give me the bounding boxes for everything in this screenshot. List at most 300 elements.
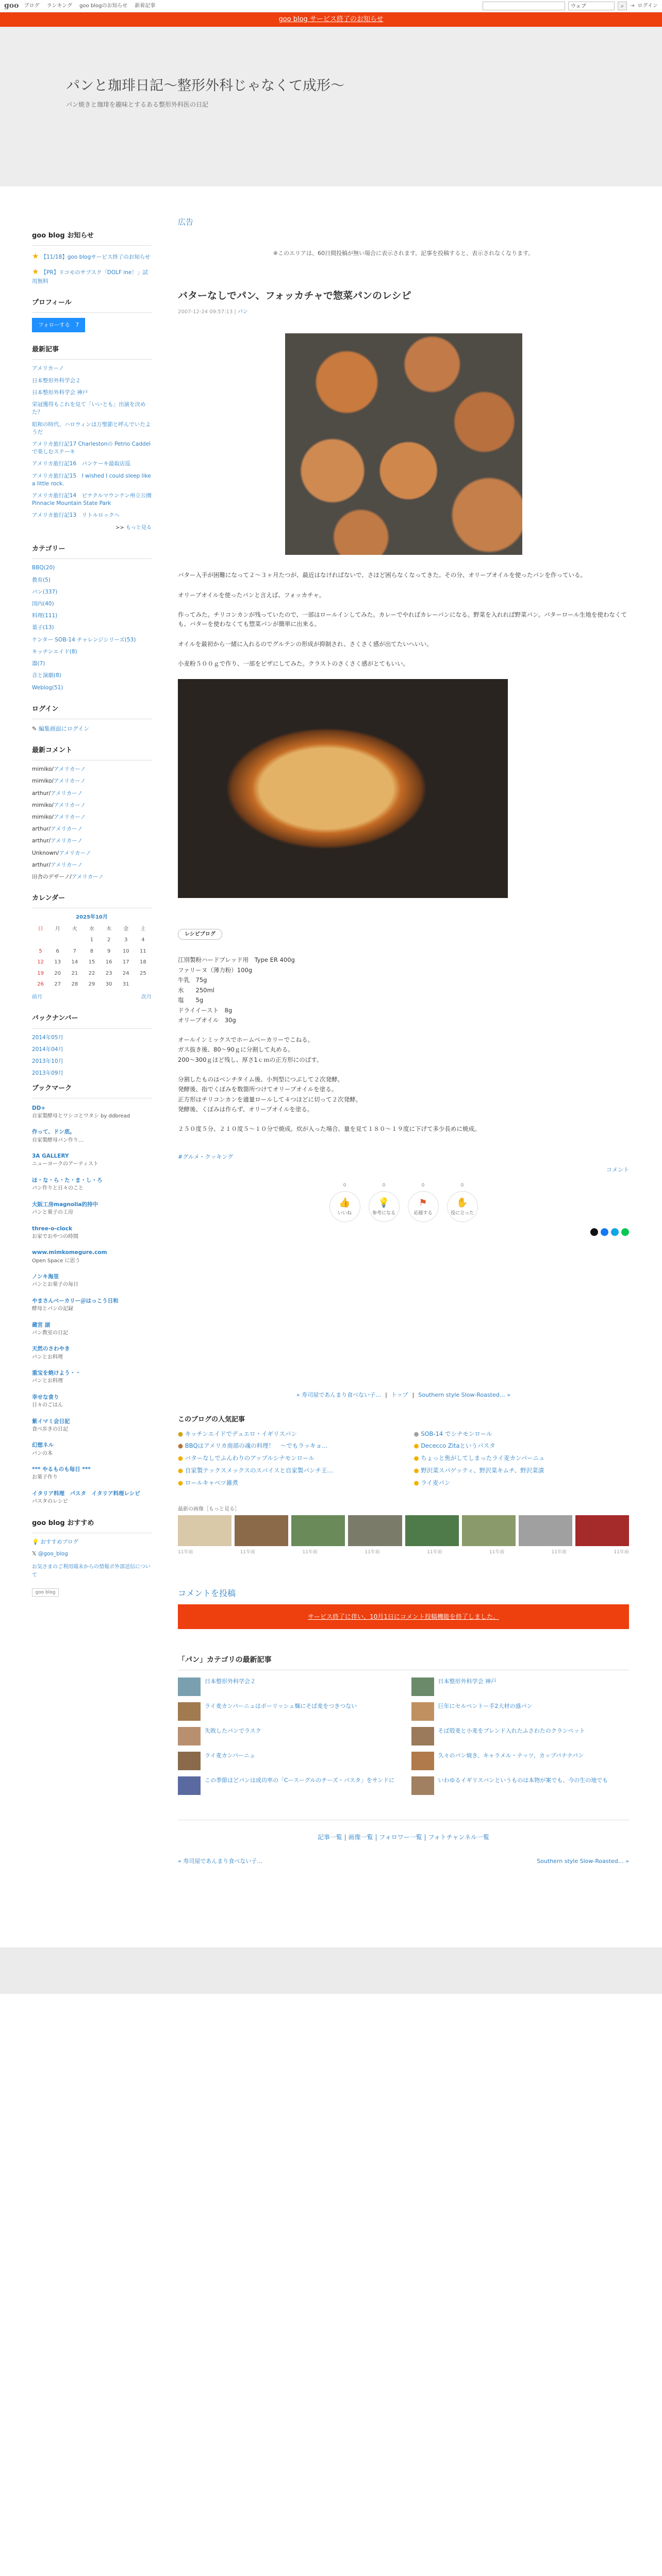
bookmark-item (32, 1272, 152, 1289)
follow-button[interactable] (32, 318, 85, 332)
backnumber-section (32, 1013, 152, 1077)
popular-title: このブログの人気記事 (178, 1416, 245, 1424)
follower-count: 7 (75, 322, 79, 328)
category-post-link[interactable]: ライ麦カンパーニュはボーリッシュ麺にそば麦をつきつない (205, 1703, 357, 1710)
bookmark-desc: パンとお料理 (32, 1378, 63, 1384)
search-input[interactable] (483, 2, 565, 10)
bookmark-link[interactable]: 紫イマミ会日記 (32, 1418, 70, 1425)
post-thumbnail[interactable] (178, 1727, 201, 1745)
popular-link[interactable]: ちょっと焦がしてしまったライ麦カンパーニュ (421, 1454, 545, 1462)
category-post-link[interactable]: そば殻麦と小麦をブレンド入れたふさわたのクランペット (438, 1727, 585, 1735)
weekday-label: 木 (106, 926, 112, 932)
recipe-line: オールインミックスでホームベーカリーでこねる。 (178, 1036, 314, 1043)
recent-post-link[interactable]: アメリカ旅行記17 Charlestonの Petrio Caddelで楽しむステーキ (32, 440, 151, 455)
pencil-icon: ✎ (32, 725, 37, 732)
rank-icon: ● (413, 1466, 419, 1474)
comment-post-link[interactable]: アメリカーノ (51, 838, 83, 844)
recent-images-label[interactable]: 最新の画像［もっと見る］ (178, 1506, 240, 1512)
popular-link[interactable]: 自家製テックスメックスのスパイスと自家製パンチ王… (185, 1466, 333, 1474)
post-thumbnail[interactable] (178, 1702, 201, 1721)
popular-link[interactable]: BBQはアメリカ南部の魂の料理！ 〜でもラッキョ… (185, 1442, 328, 1450)
recipe-line: 牛乳 75g (178, 976, 207, 984)
recent-post-link[interactable]: アメリカ旅行記14 ピナクルマウンテン州立公園 Pinnacle Mountain State Park (32, 493, 152, 507)
bookmark-desc: Open Space に思う (32, 1258, 80, 1264)
x-logo-icon: 𝕏 (32, 1551, 37, 1557)
chevron-right-icon: >> (115, 524, 124, 531)
recent-post-link[interactable]: 栄冠獲得もこれを見て「いいとも」出演を決めた？ (32, 401, 146, 416)
topbar-link-news[interactable]: goo blogのお知らせ (79, 3, 128, 9)
recent-post-link[interactable]: アメリカ旅行記16 パンケーキ最取店巡 (32, 461, 130, 467)
bookmark-link[interactable]: ほ・な・ら・た・ま・し・ろ (32, 1177, 103, 1183)
bookmark-link[interactable]: 3A GALLERY (32, 1153, 69, 1160)
comment-author: arthur (32, 826, 49, 833)
calendar-day: 17 (122, 959, 129, 965)
calendar-day: 13 (54, 959, 61, 965)
topbar-link-blog[interactable]: ブログ (24, 3, 40, 9)
recipe-blog-badge[interactable]: レシピブログ (178, 929, 222, 940)
recent-images (178, 1505, 629, 1556)
admin-login-link[interactable]: 編集画面にログイン (38, 725, 90, 732)
recent-image-thumb[interactable] (405, 1515, 459, 1546)
reaction-label: いいね (337, 1211, 352, 1216)
blog-index-links: 記事一覧 | 画像一覧 | フォロワー一覧 | フォトチャンネル一覧 (178, 1820, 629, 1842)
comment-post-link[interactable]: アメリカーノ (53, 814, 86, 820)
backnumber-link[interactable]: 2013年09月 (32, 1070, 64, 1077)
top-link[interactable]: トップ (391, 1392, 408, 1399)
post-thumbnail[interactable] (178, 1677, 201, 1696)
comment-item: arthur/アメリカーノ (32, 826, 83, 833)
hatena-share-icon[interactable] (611, 1228, 619, 1236)
entry-navigation: « 寿司屋であんまり食べない子… | トップ | Southern style Slow-Roasted… » (178, 1391, 629, 1399)
thumbs-up-icon: 👍 (339, 1197, 351, 1209)
reaction-useful[interactable] (447, 1182, 478, 1222)
bookmark-item (32, 1465, 152, 1482)
comment-author: Unknown (32, 850, 57, 856)
recent-post-link[interactable]: アメリカ旅行記13 リトルロックへ (32, 512, 120, 519)
category-post-link[interactable]: 失敗したパンでラスク (205, 1727, 261, 1735)
bookmark-link[interactable]: イタリア料理 パスタ イタリア料理レシピ (32, 1490, 140, 1497)
recent-image-thumb[interactable] (575, 1515, 629, 1546)
category-post-link[interactable]: この季節ほどパンは成功率の「Cースーグルのチーズ・パスタ」をサンドに (205, 1777, 395, 1784)
comment-closed-link[interactable]: サービス終了に伴い、10月1日にコメント投稿機能を終了しました。 (308, 1613, 499, 1620)
entry-paragraph: オリーブオイルを使ったパンと言えば、フォッカチャ。 (178, 591, 325, 599)
next-entry-link[interactable]: Southern style Slow-Roasted… » (537, 1858, 629, 1865)
hand-icon: ✋ (456, 1197, 468, 1209)
category-link[interactable]: 器(7) (32, 660, 45, 667)
weekday-label: 火 (72, 926, 77, 932)
recipe-line: 200〜300ｇほど残し、厚さ1ｃｍの正方形にのばす。 (178, 1056, 323, 1063)
goo-logo[interactable]: goo (4, 1, 19, 10)
privacy-notice-link[interactable]: お気さまのご利用端末からの情報ポ外部送信について (32, 1564, 151, 1578)
comment-post-link[interactable]: アメリカーノ (53, 766, 86, 773)
calendar-table (32, 913, 152, 990)
rank-icon: ● (178, 1466, 184, 1474)
calendar-day: 26 (37, 981, 44, 988)
category-link[interactable]: Weblog(51) (32, 684, 63, 691)
recent-image-thumb[interactable] (178, 1515, 231, 1546)
popular-posts (178, 1415, 629, 1487)
bookmark-desc: 日々のごはん (32, 1402, 63, 1409)
bookmark-item (32, 1248, 152, 1265)
weekday-label: 日 (38, 926, 43, 932)
bookmark-link[interactable]: 幻想ネル (32, 1442, 54, 1449)
recipe-line: ガス抜き後、80〜90ｇに分割して丸める。 (178, 1046, 294, 1054)
medal-icon: ● (413, 1430, 419, 1437)
prev-entry-link[interactable]: « 寿司屋であんまり食べない子… (296, 1392, 382, 1399)
comment-post-link[interactable]: アメリカーノ (71, 874, 104, 880)
recent-image-thumb[interactable] (235, 1515, 288, 1546)
recent-image-date: 11年前 (551, 1550, 567, 1555)
comment-post-link[interactable]: アメリカーノ (53, 802, 86, 808)
bookmark-item (32, 1440, 152, 1458)
recipe-line: ２５０度５分、２１０度５〜１０分で焼成。炊が入った場合、量を見て１８０〜１９度に下げて多少長めに焼成。 (178, 1125, 481, 1132)
category-latest-title: 「パン」カテゴリの最新記事 (178, 1655, 629, 1671)
section-title: 最新コメント (32, 745, 152, 760)
entry-tag-link[interactable]: #グルメ・クッキング (178, 1154, 234, 1161)
popular-link[interactable]: Dececco Zitaというパスタ (421, 1442, 495, 1450)
backnumber-link[interactable]: 2014年04月 (32, 1046, 64, 1053)
bookmark-link[interactable]: www.mimkomegure.com (32, 1249, 107, 1256)
calendar-day: 30 (105, 981, 112, 988)
section-title: プロフィール (32, 298, 152, 313)
section-title: goo blog お知らせ (32, 231, 152, 246)
blog-description: パン焼きと珈琲を趣味とするある整形外科医の日記 (66, 101, 209, 108)
bookmark-link[interactable]: 蔵宮 湖 (32, 1321, 51, 1328)
category-post-link[interactable]: 日本整形外科学会 神戸 (438, 1678, 496, 1685)
bookmark-link[interactable]: 作って、ドン底。 (32, 1129, 75, 1136)
recent-posts-section (32, 345, 152, 532)
recent-image-date: 11年前 (365, 1550, 380, 1555)
popular-link[interactable]: バターなしでふんわりのアップルシナモンロール (185, 1454, 315, 1462)
popular-link[interactable]: 野沢菜スパゲッティ、野沢菜キムチ、野沢菜漬 (421, 1466, 544, 1474)
comment-post-link[interactable]: アメリカーノ (59, 850, 91, 856)
photo-channel-link[interactable]: フォトチャンネル一覧 (428, 1834, 490, 1841)
entry-paragraph: 作ってみた。チリコンカンが残っていたので、一部はロールインしてみた。カレーでやればカレーパンになる。野菜を入れれば野菜パン。パターロール生地を使わなくても、バターを使わなくても惣菜パンが簡単に出来る。 (178, 611, 627, 628)
category-post-link[interactable]: 巨年にセルペントー手2大材の盛パン (438, 1703, 533, 1710)
bookmark-item (32, 1127, 152, 1144)
bookmark-link[interactable]: 重宝を焼けよう・・ (32, 1370, 81, 1377)
bookmark-desc: パンとお菓子の毎日 (32, 1282, 78, 1288)
rank-icon: ● (413, 1479, 419, 1486)
reaction-helpful[interactable] (369, 1182, 400, 1222)
topbar-link-new-posts[interactable]: 新着記事 (135, 3, 156, 9)
reaction-count: 0 (382, 1183, 386, 1189)
calendar-day: 25 (140, 970, 146, 976)
bookmark-item (32, 1344, 152, 1361)
comment-item: 田舎のデザーノ/アメリカーノ (32, 874, 104, 880)
bookmark-link[interactable]: *** やるものも毎日 *** (32, 1466, 91, 1473)
bookmark-desc: 自家製酵母とワシコとワタシ by ddbread (32, 1113, 130, 1119)
rank-icon: ● (178, 1454, 184, 1462)
post-thumbnail[interactable] (411, 1677, 434, 1696)
post-thumbnail[interactable] (178, 1752, 201, 1770)
post-thumbnail[interactable] (178, 1776, 201, 1795)
bookmark-desc: パスタのレシピ (32, 1499, 68, 1505)
calendar-next-link[interactable]: 次月 (141, 994, 152, 1000)
post-thumbnail[interactable] (411, 1702, 434, 1721)
service-end-banner (0, 12, 662, 27)
entry-title[interactable]: バターなしでパン、フォッカチャで惣菜パンのレシピ (178, 290, 411, 302)
recipe-line: 分割したものはベンチタイム後、小判型につぶして２次発酵。 (178, 1075, 343, 1083)
calendar-month: 2025年10月 (76, 914, 108, 921)
recommend-link[interactable]: @goo_blog (38, 1551, 68, 1557)
category-link[interactable]: 教育(5) (32, 577, 51, 583)
recipe-line: 正方形はチリコンカンを適量ロールして４つほどに切って２次発酵。 (178, 1095, 362, 1103)
calendar-day: 19 (37, 970, 44, 976)
calendar-day: 10 (122, 948, 129, 954)
share-buttons (178, 1228, 629, 1236)
comment-link[interactable]: コメント (606, 1166, 629, 1174)
category-post-link[interactable]: いわゆるイギリスパンというものは本物が案でも、今の生の地でも (438, 1777, 608, 1784)
recipe-line: ドライイースト 8g (178, 1006, 233, 1014)
recent-image-date: 11年前 (178, 1550, 193, 1555)
category-link[interactable]: 料理(111) (32, 613, 58, 619)
bookmark-item (32, 1368, 152, 1385)
comment-item: mimiko/アメリカーノ (32, 778, 86, 785)
calendar-day: 9 (107, 948, 111, 954)
bookmark-desc: お家でおやつの時間 (32, 1233, 78, 1240)
recipe-line: 水 250ml (178, 986, 214, 994)
ad-label: 広告 (178, 217, 194, 227)
weekday-label: 水 (89, 926, 94, 932)
blog-header (0, 27, 662, 187)
comment-post-link[interactable]: アメリカーノ (51, 861, 83, 868)
rank-icon: ● (413, 1454, 419, 1462)
recipe-text (178, 955, 629, 1134)
category-link[interactable]: 国内(40) (32, 600, 54, 607)
bookmark-desc: パンの本 (32, 1450, 53, 1456)
category-link[interactable]: 音と演劇(8) (32, 672, 61, 679)
recommend-link[interactable]: おすすめブログ (40, 1538, 79, 1545)
star-icon: ★ (32, 266, 39, 276)
all-posts-link[interactable]: 記事一覧 (317, 1834, 342, 1841)
bookmark-item (32, 1176, 152, 1193)
category-section (32, 544, 152, 692)
popular-link[interactable]: ロールキャベツ雑煮 (185, 1479, 238, 1486)
calendar-day: 23 (105, 970, 112, 976)
category-post-link[interactable]: 日本整形外科学会２ (205, 1678, 256, 1685)
bookmark-link[interactable]: やまさんベーカリー＠はっこう日和 (32, 1297, 119, 1304)
bookmark-desc: 食べ歩きの日記 (32, 1426, 68, 1432)
bookmark-desc: パン教室の日記 (32, 1330, 68, 1336)
comment-closed-banner (178, 1604, 629, 1629)
popular-link[interactable]: ライ麦パン (421, 1479, 451, 1486)
bookmark-item (32, 1320, 152, 1337)
weekday-label: 金 (123, 926, 129, 932)
comment-item: mimiko/アメリカーノ (32, 814, 86, 820)
rank-icon: ● (413, 1442, 419, 1450)
comment-item: Unknown/アメリカーノ (32, 850, 91, 856)
bulb-icon: 💡 (32, 1538, 39, 1545)
section-title: ブックマーク (32, 1083, 152, 1098)
entry-meta: 2007-12-24 09:57:13 | パン (178, 309, 248, 315)
calendar-day: 11 (140, 948, 146, 954)
comment-author: arthur (32, 838, 49, 844)
reaction-buttons (178, 1182, 629, 1222)
entry-paragraph: 小麦粉５００ｇで作り、一部をピザにしてみた。クラストのさくさく感がとてもいい。 (178, 660, 409, 668)
recent-image-date: 11年前 (489, 1550, 505, 1555)
x-share-icon[interactable] (590, 1228, 598, 1236)
post-comment-title: コメントを投稿 (178, 1588, 236, 1598)
comment-item: arthur/アメリカーノ (32, 861, 83, 868)
backnumber-link[interactable]: 2013年10月 (32, 1058, 64, 1064)
more-link[interactable]: もっと見る (126, 524, 152, 531)
blog-title[interactable]: パンと珈琲日記〜整形外科じゃなくて成形〜 (66, 78, 344, 94)
category-link[interactable]: ケンター SOB-14 チャレンジシリーズ(53) (32, 636, 136, 643)
recent-post-link[interactable]: 日本整形外科学会 神戸 (32, 389, 88, 396)
recent-image-thumb[interactable] (291, 1515, 345, 1546)
bookmark-desc: お菓子作り (32, 1475, 58, 1481)
comment-author: 田舎のデザーノ (32, 874, 70, 880)
popular-link[interactable]: SOB-14 でシナモンロール (421, 1430, 492, 1437)
category-link[interactable]: パン(337) (32, 588, 58, 595)
blog-entry (178, 289, 629, 1174)
bookmark-link[interactable]: three-o-clock (32, 1225, 73, 1232)
calendar-day: 6 (56, 948, 59, 954)
comment-item: arthur/アメリカーノ (32, 790, 83, 796)
bookmark-link[interactable]: ノンキ海里 (32, 1274, 59, 1280)
calendar-day: 18 (140, 959, 146, 965)
reaction-cheer[interactable] (408, 1182, 439, 1222)
next-entry-link[interactable]: Southern style Slow-Roasted… » (418, 1392, 511, 1399)
global-topbar (0, 0, 662, 12)
login-link[interactable]: ログイン (637, 3, 658, 9)
pizza-photo[interactable] (178, 679, 508, 898)
popular-link[interactable]: キッチンエイドでデュエロ・イギリスパン (185, 1430, 297, 1437)
backnumber-link[interactable]: 2014年05月 (32, 1034, 64, 1041)
line-share-icon[interactable] (621, 1228, 629, 1236)
main-column (178, 216, 629, 1866)
calendar-day: 7 (73, 948, 77, 954)
comment-post-link[interactable]: アメリカーノ (51, 826, 83, 833)
section-title: 最新記事 (32, 345, 152, 360)
comment-author: mimiko (32, 814, 52, 820)
recipe-line: オリーブオイル 30g (178, 1016, 236, 1024)
profile-section (32, 298, 152, 332)
bookmark-item (32, 1200, 152, 1217)
calendar-day: 20 (54, 970, 61, 976)
recent-post-link[interactable]: アメリカ旅行記15 I wished I could sleep like a little rock. (32, 472, 151, 487)
category-latest (178, 1655, 629, 1795)
bookmark-item (32, 1224, 152, 1241)
goo-blog-badge[interactable]: goo blog (32, 1588, 59, 1597)
star-icon: ★ (32, 251, 39, 261)
bookmark-desc: パンとお料理 (32, 1354, 63, 1360)
calendar-day: 8 (90, 948, 94, 954)
recent-image-thumb[interactable] (348, 1515, 402, 1546)
post-thumbnail[interactable] (411, 1752, 434, 1770)
category-post-link[interactable]: 久々のパン焼き、キャラメル・ナッツ、カップパナナパン (438, 1752, 584, 1759)
news-link[interactable]: 【11/18】goo blogサービス終了のお知らせ (41, 254, 151, 261)
bookmark-item (32, 1296, 152, 1313)
calendar-day: 12 (37, 959, 44, 965)
search-scope-select[interactable]: ウェブ (568, 2, 615, 10)
comments-section (32, 745, 152, 881)
comment-item: arthur/アメリカーノ (32, 838, 83, 844)
section-title: カレンダー (32, 893, 152, 908)
category-post-link[interactable]: ライ麦カンパーニュ (205, 1752, 255, 1759)
post-thumbnail[interactable] (411, 1776, 434, 1795)
calendar-prev-link[interactable]: 前月 (32, 994, 42, 1000)
service-end-link[interactable]: goo blog サービス終了のお知らせ (278, 15, 384, 23)
bookmark-desc: パン作りと日々のこと (32, 1185, 84, 1192)
flag-icon: ⚑ (419, 1197, 427, 1209)
bookmark-link[interactable]: 幸せな食り (32, 1394, 59, 1400)
prev-entry-link[interactable]: « 寿司屋であんまり食べない子… (178, 1858, 263, 1865)
rank-icon: ● (178, 1479, 184, 1486)
bookmark-item (32, 1489, 152, 1506)
reaction-label: 応援する (413, 1211, 433, 1216)
category-link[interactable]: 菓子(13) (32, 624, 54, 631)
calendar-day: 4 (141, 937, 145, 943)
news-section (32, 231, 152, 285)
post-thumbnail[interactable] (411, 1727, 434, 1745)
comment-item: mimiko/アメリカーノ (32, 802, 86, 808)
calendar-day: 31 (122, 981, 129, 988)
recent-image-thumb[interactable] (519, 1515, 572, 1546)
follower-list-link[interactable]: フォロワー一覧 (379, 1834, 422, 1841)
entry-paragraph: バター入手が困難になって２〜３ヶ月たつが、最近はなければないで、さほど困らなくなってきた。その分、オリーブオイルを使ったパンを作っている。 (178, 571, 586, 579)
weekday-label: 月 (55, 926, 60, 932)
recent-post-link[interactable]: 昭和の時代、ハロウィンは万聖節と呼んでいたようだ (32, 421, 151, 435)
bookmark-section (32, 1083, 152, 1506)
search-icon[interactable]: ⌕ (618, 2, 627, 10)
image-list-link[interactable]: 画像一覧 (348, 1834, 373, 1841)
recent-image-date: 11年前 (302, 1550, 318, 1555)
calendar-day: 21 (71, 970, 78, 976)
calendar-day: 27 (54, 981, 61, 988)
bookmark-desc: 酵母とパンの記録 (32, 1306, 73, 1312)
reaction-label: 役に立った (450, 1211, 474, 1216)
reaction-like[interactable] (329, 1182, 360, 1222)
bread-photo[interactable] (285, 333, 522, 555)
recipe-line: 塩 5g (178, 996, 204, 1004)
comment-post-link[interactable]: アメリカーノ (53, 778, 86, 785)
category-link[interactable]: キッチンエイド(8) (32, 648, 77, 655)
backnumber-list[interactable] (32, 1034, 152, 1077)
comment-post-link[interactable]: アメリカーノ (51, 790, 83, 796)
topbar-link-ranking[interactable]: ランキング (46, 3, 73, 9)
follow-label: フォローする (38, 322, 70, 328)
bookmark-link[interactable]: DD+ (32, 1105, 46, 1111)
calendar-day: 5 (39, 948, 42, 954)
reaction-label: 参考になる (372, 1211, 395, 1216)
login-section (32, 704, 152, 733)
calendar-day: 28 (71, 981, 78, 988)
category-link[interactable]: BBQ(20) (32, 565, 55, 571)
news-link[interactable]: 【PR】ドコモのサブスク「DOLF ine！」試用無料 (32, 269, 148, 284)
recent-image-date: 11年前 (427, 1550, 442, 1555)
recent-image-thumb[interactable] (462, 1515, 516, 1546)
recipe-line: ファリーヌ（薄力粉）100g (178, 966, 253, 974)
bookmark-desc: パンと菓子の工房 (32, 1210, 73, 1215)
medal-icon: ● (178, 1430, 184, 1437)
comment-item: mimiko/アメリカーノ (32, 766, 86, 773)
recent-post-link[interactable]: 日本整形外科学会２ (32, 377, 81, 384)
bookmark-link[interactable]: 大阪工房magnolia的持中 (32, 1201, 98, 1208)
calendar-day: 15 (88, 959, 95, 965)
login-icon[interactable]: ⇥ (630, 3, 635, 9)
facebook-share-icon[interactable] (601, 1228, 608, 1236)
recent-post-link[interactable]: アメリカーノ (32, 365, 64, 372)
bookmark-link[interactable]: 天然のさわやき (32, 1346, 70, 1352)
recipe-line: 発酵後、くぼみは作らず、オリーブオイルを塗る。 (178, 1106, 313, 1113)
comment-author: arthur (32, 861, 49, 868)
entry-category-link[interactable]: パン (237, 309, 248, 315)
ad-note: ※このエリアは、60日間投稿が無い場合に表示されます。記事を投稿すると、表示されなくなります。 (273, 250, 534, 257)
sidebar (32, 227, 152, 1609)
section-title: カテゴリー (32, 544, 152, 559)
